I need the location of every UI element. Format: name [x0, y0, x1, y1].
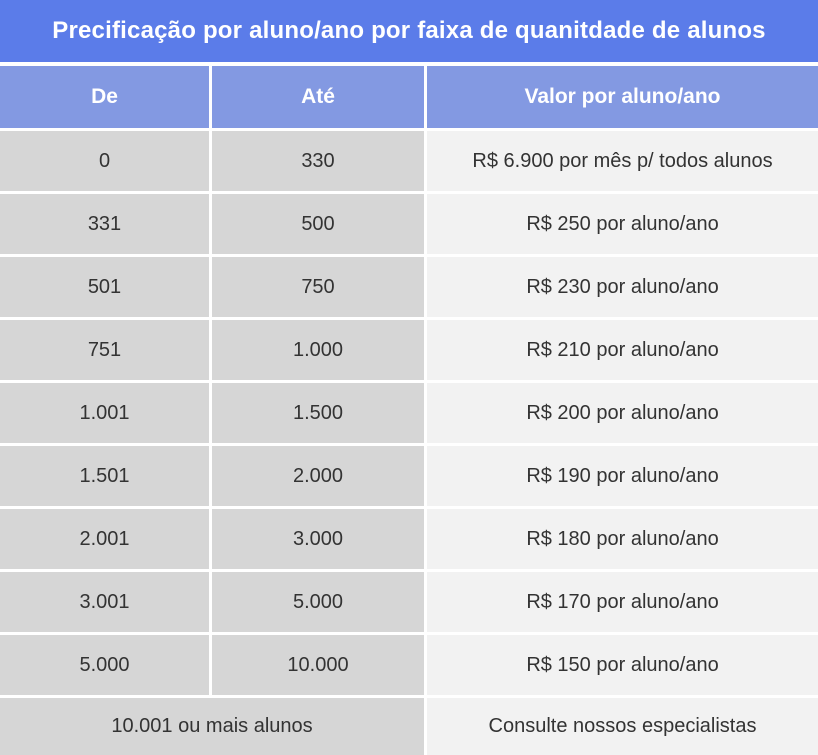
cell-de-row8: 3.001 [0, 572, 209, 632]
footer-range-cell: 10.001 ou mais alunos [0, 698, 424, 755]
cell-ate-row2: 500 [212, 194, 424, 254]
cell-valor-row4: R$ 210 por aluno/ano [427, 320, 818, 380]
cell-valor-row7: R$ 180 por aluno/ano [427, 509, 818, 569]
cell-valor-row9: R$ 150 por aluno/ano [427, 635, 818, 695]
cell-de-row4: 751 [0, 320, 209, 380]
cell-ate-row3: 750 [212, 257, 424, 317]
column-header-de: De [0, 66, 209, 128]
cell-de-row6: 1.501 [0, 446, 209, 506]
cell-de-row1: 0 [0, 131, 209, 191]
cell-ate-row8: 5.000 [212, 572, 424, 632]
cell-de-row2: 331 [0, 194, 209, 254]
cell-ate-row9: 10.000 [212, 635, 424, 695]
column-header-valor: Valor por aluno/ano [427, 66, 818, 128]
cell-ate-row1: 330 [212, 131, 424, 191]
cell-valor-row5: R$ 200 por aluno/ano [427, 383, 818, 443]
cell-ate-row7: 3.000 [212, 509, 424, 569]
cell-de-row7: 2.001 [0, 509, 209, 569]
column-header-ate: Até [212, 66, 424, 128]
cell-de-row5: 1.001 [0, 383, 209, 443]
cell-de-row3: 501 [0, 257, 209, 317]
footer-value-cell: Consulte nossos especialistas [427, 698, 818, 755]
cell-ate-row6: 2.000 [212, 446, 424, 506]
cell-valor-row3: R$ 230 por aluno/ano [427, 257, 818, 317]
cell-valor-row2: R$ 250 por aluno/ano [427, 194, 818, 254]
cell-valor-row6: R$ 190 por aluno/ano [427, 446, 818, 506]
table-title: Precificação por aluno/ano por faixa de quanitdade de alunos [0, 0, 818, 62]
cell-ate-row4: 1.000 [212, 320, 424, 380]
pricing-grid [0, 66, 818, 755]
cell-ate-row5: 1.500 [212, 383, 424, 443]
cell-valor-row8: R$ 170 por aluno/ano [427, 572, 818, 632]
cell-valor-row1: R$ 6.900 por mês p/ todos alunos [427, 131, 818, 191]
cell-de-row9: 5.000 [0, 635, 209, 695]
